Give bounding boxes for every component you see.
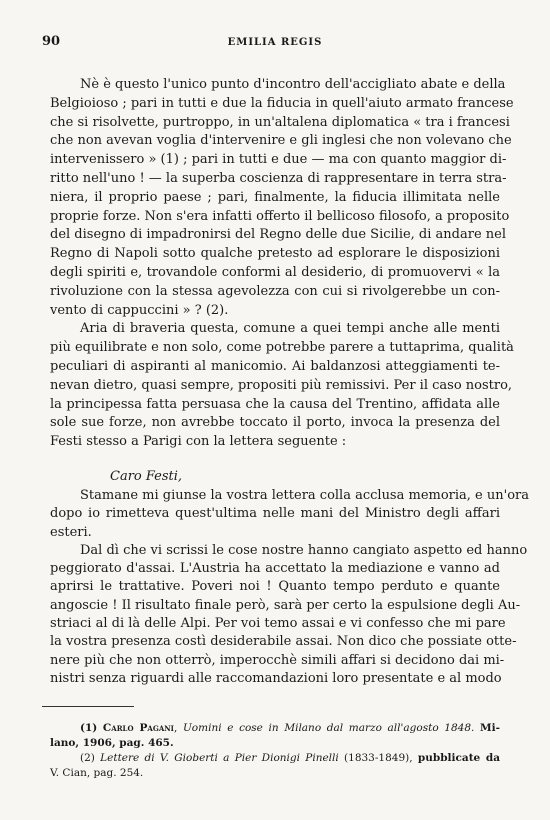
text-line: striaci al di là delle Alpi. Per voi temo assai e vi confesso che mi pare bbox=[50, 616, 506, 632]
text-line: ritto nell'uno ! — la superba coscienza di rappresentare in terra stra- bbox=[50, 170, 507, 186]
page-number: 90 bbox=[42, 34, 61, 49]
text-line: Nè è questo l'unico punto d'incontro dell'accigliato abate e della bbox=[80, 77, 506, 92]
footnote-1: (1) Carlo Pagani, Uomini e cose in Milano dal marzo all'agosto 1848. Mi- bbox=[80, 722, 501, 734]
paragraph-1 bbox=[50, 76, 514, 320]
letter-body bbox=[50, 487, 529, 688]
text-line: peggiorato d'assai. L'Austria ha accettato la mediazione e vanno ad bbox=[50, 561, 500, 577]
text-line: peculiari di aspiranti al manicomio. Ai baldanzosi atteggiamenti te- bbox=[50, 358, 500, 374]
footnote-years: (1833-1849), bbox=[344, 752, 413, 764]
text-line: intervenissero » (1) ; pari in tutti e due — ma con quanto maggior di- bbox=[50, 152, 507, 168]
footnote-tail: Mi- bbox=[480, 722, 501, 734]
text-line: che si risolvette, purtroppo, in un'altalena diplomatica « tra i francesi bbox=[50, 114, 510, 130]
footnote-tail: pubblicate da bbox=[417, 752, 500, 764]
main-text bbox=[50, 76, 514, 452]
text-line: dopo io rimetteva quest'ultima nelle mani del Ministro degli affari bbox=[50, 506, 500, 522]
text-line: sole sue forze, non avrebbe toccato il porto, invoca la presenza del bbox=[50, 415, 500, 431]
text-line: angoscie ! Il risultato finale però, sarà per certo la espulsione degli Au- bbox=[50, 597, 521, 613]
text-line: rivoluzione con la stessa agevolezza con cui si rivolgerebbe un con- bbox=[50, 283, 500, 299]
text-line: nistri senza riguardi alle raccomandazioni loro presentate e al modo bbox=[50, 670, 502, 686]
letter-paragraph-1 bbox=[50, 487, 529, 542]
text-line: vento di cappuccini » ? (2). bbox=[50, 302, 229, 318]
text-line: nevan dietro, quasi sempre, propositi più remissivi. Per il caso nostro, bbox=[50, 377, 513, 393]
footnotes bbox=[50, 721, 500, 781]
text-line: Dal dì che vi scrissi le cose nostre hanno cangiato aspetto ed hanno bbox=[80, 542, 528, 558]
footnote-title: Lettere di V. Gioberti a Pier Dionigi Pinelli bbox=[100, 752, 339, 764]
text-line: Belgioioso ; pari in tutti e due la fiducia in quell'aiuto armato francese bbox=[50, 95, 514, 111]
footnote-2 bbox=[50, 751, 500, 766]
running-head: EMILIA REGIS bbox=[227, 37, 323, 48]
text-line: niera, il proprio paese ; pari, finalmente, la fiducia illimitata nelle bbox=[50, 189, 500, 205]
footnote-rule bbox=[42, 706, 134, 707]
text-line: aprirsi le trattative. Poveri noi ! Quanto tempo perduto e quante bbox=[50, 579, 500, 595]
footnote-author: Carlo Pagani bbox=[102, 722, 174, 734]
text-line: nere più che non otterrò, imperocchè simili affari si decidono dai mi- bbox=[50, 652, 505, 668]
text-line: Festi stesso a Parigi con la lettera seguente : bbox=[50, 434, 347, 450]
text-line: la vostra presenza costì desiderabile assai. Non dico che possiate otte- bbox=[50, 634, 517, 650]
text-line: proprie forze. Non s'era infatti offerto il bellicoso filosofo, a proposito bbox=[50, 208, 510, 224]
text-line: che non avevan voglia d'intervenire e gli inglesi che non volevano che bbox=[50, 133, 512, 149]
letter-salutation: Caro Festi, bbox=[110, 469, 183, 484]
footnote-2-line-2: V. Cian, pag. 254. bbox=[50, 767, 144, 779]
text-line: Stamane mi giunse la vostra lettera colla acclusa memoria, e un'ora bbox=[80, 488, 529, 503]
text-line: esteri. bbox=[50, 524, 92, 540]
page-header bbox=[0, 30, 550, 50]
footnote-marker: (1) bbox=[80, 722, 98, 734]
text-line: Regno di Napoli sotto qualche pretesto ad esplorare le disposizioni bbox=[50, 246, 500, 262]
letter-paragraph-2 bbox=[50, 542, 528, 688]
text-line: la principessa fatta persuasa che la causa del Trentino, affidata alle bbox=[50, 396, 500, 412]
text-line: Aria di braveria questa, comune a quei tempi anche alle menti bbox=[80, 321, 500, 337]
footnote-marker: (2) bbox=[80, 752, 95, 764]
footnote-1-line-2: lano, 1906, pag. 465. bbox=[50, 737, 174, 749]
text-line: più equilibrate e non solo, come potrebbe parere a tuttaprima, qualità bbox=[50, 340, 514, 356]
text-line: degli spiriti e, trovandole conformi al desiderio, di promuovervi « la bbox=[50, 264, 500, 280]
text-line: del disegno di impadronirsi del Regno delle due Sicilie, di andare nel bbox=[50, 227, 507, 243]
paragraph-2 bbox=[50, 320, 514, 452]
footnote-title: Uomini e cose in Milano dal marzo all'agosto 1848. bbox=[182, 722, 475, 734]
